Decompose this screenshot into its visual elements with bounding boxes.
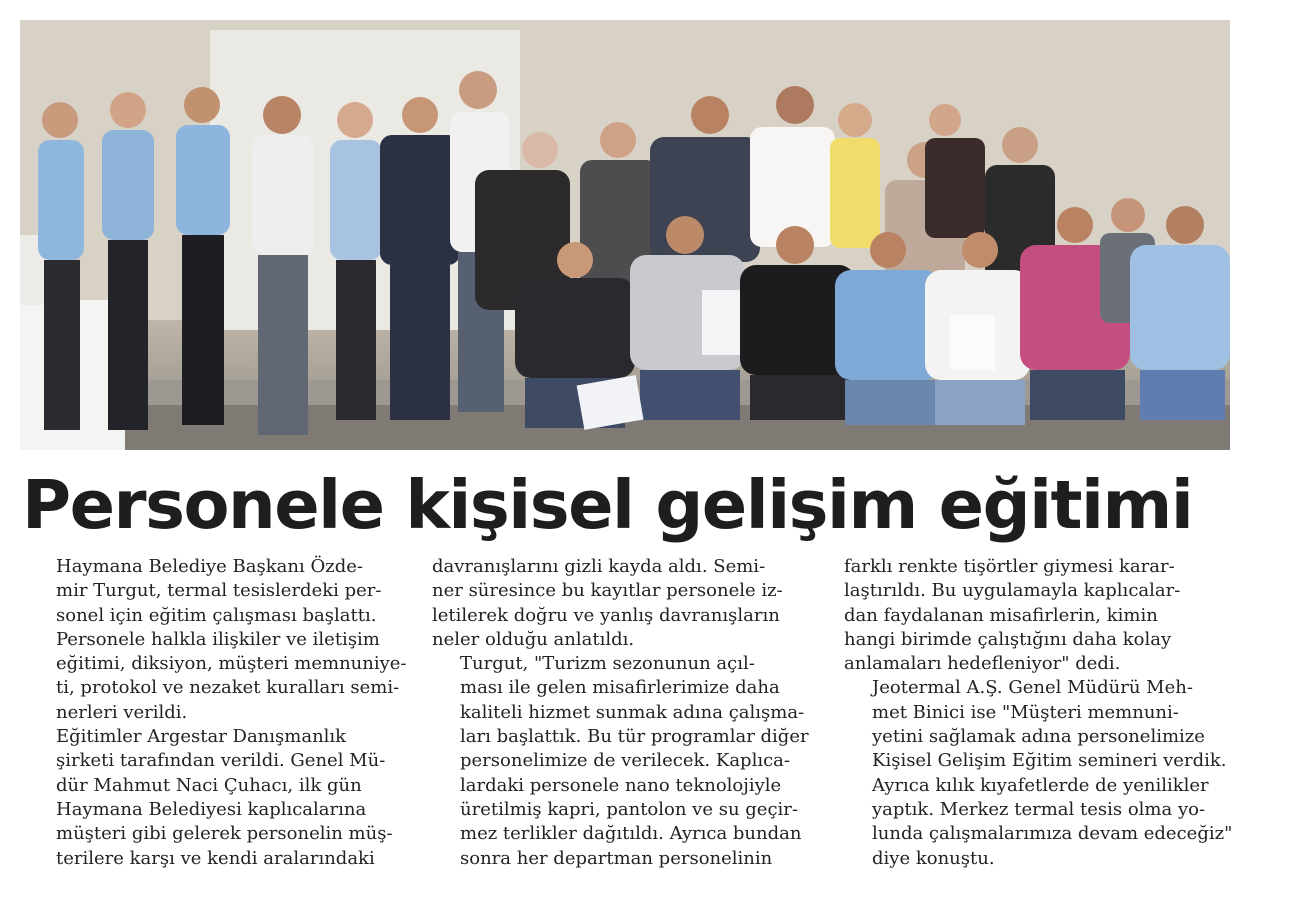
article-column-2 <box>432 555 807 871</box>
paragraph <box>432 555 807 652</box>
text-line: Kişisel Gelişim Eğitim semineri verdik. <box>872 750 1227 772</box>
text-line: terilere karşı ve kendi aralarındaki <box>56 847 375 869</box>
text-line: kaliteli hizmet sunmak adına çalışma- <box>460 701 805 723</box>
text-line: anlamaları hedefleniyor" dedi. <box>844 653 1121 675</box>
text-line: ması ile gelen misafirlerimize daha <box>460 677 780 699</box>
text-line: diye konuştu. <box>872 847 995 869</box>
text-line: dan faydalanan misafirlerin, kimin <box>844 604 1158 626</box>
text-line: hangi birimde çalıştığını daha kolay <box>844 628 1172 650</box>
text-line: lardaki personele nano teknolojiyle <box>460 774 782 796</box>
text-line: ti, protokol ve nezaket kuralları semi- <box>56 677 400 699</box>
text-line: lunda çalışmalarımıza devam edeceğiz" <box>872 823 1233 845</box>
text-line: Ayrıca kılık kıyafetlerde de yenilikler <box>872 774 1209 796</box>
text-line: dür Mahmut Naci Çuhacı, ilk gün <box>56 774 362 796</box>
text-line: ları başlattık. Bu tür programlar diğer <box>460 726 809 748</box>
text-line: mir Turgut, termal tesislerdeki per- <box>56 580 382 602</box>
text-line: şirketi tarafından verildi. Genel Mü- <box>56 750 386 772</box>
text-line: met Binici ise "Müşteri memnuni- <box>872 701 1179 723</box>
text-line: sonel için eğitim çalışması başlattı. <box>56 604 377 626</box>
group-photo-illustration <box>20 20 1230 450</box>
text-line: ner süresince bu kayıtlar personele iz- <box>432 580 783 602</box>
text-line: üretilmiş kapri, pantolon ve su geçir- <box>460 798 798 820</box>
text-line: neler olduğu anlatıldı. <box>432 628 635 650</box>
article-column-3 <box>844 555 1233 871</box>
paragraph <box>28 555 407 725</box>
paragraph <box>432 652 807 871</box>
text-line: yaptık. Merkez termal tesis olma yo- <box>872 798 1206 820</box>
text-line: Jeotermal A.Ş. Genel Müdürü Meh- <box>872 677 1193 699</box>
text-line: Eğitimler Argestar Danışmanlık <box>56 726 347 748</box>
text-line: müşteri gibi gelerek personelin müş- <box>56 823 393 845</box>
article-column-1 <box>28 555 407 871</box>
headline: Personele kişisel gelişim eğitimi <box>22 466 1193 544</box>
text-line: yetini sağlamak adına personelimize <box>872 726 1205 748</box>
text-line: personelimize de verilecek. Kaplıca- <box>460 750 790 772</box>
text-line: Personele halkla ilişkiler ve iletişim <box>56 628 380 650</box>
text-line: laştırıldı. Bu uygulamayla kaplıcalar- <box>844 580 1181 602</box>
text-line: farklı renkte tişörtler giymesi karar- <box>844 556 1175 577</box>
text-line: nerleri verildi. <box>56 701 188 723</box>
text-line: letilerek doğru ve yanlış davranışların <box>432 604 780 626</box>
paragraph <box>844 676 1233 870</box>
text-line: Haymana Belediye Başkanı Özde- <box>56 556 363 577</box>
paragraph <box>28 725 403 871</box>
paragraph <box>844 555 1219 676</box>
text-line: sonra her departman personelinin <box>460 847 773 869</box>
article-body <box>28 555 1233 890</box>
text-line: mez terlikler dağıtıldı. Ayrıca bundan <box>460 823 802 845</box>
text-line: Turgut, "Turizm sezonunun açıl- <box>460 653 755 675</box>
text-line: davranışlarını gizli kayda aldı. Semi- <box>432 556 766 577</box>
group-photo <box>20 20 1230 450</box>
text-line: eğitimi, diksiyon, müşteri memnuniye- <box>56 653 407 675</box>
text-line: Haymana Belediyesi kaplıcalarına <box>56 798 367 820</box>
